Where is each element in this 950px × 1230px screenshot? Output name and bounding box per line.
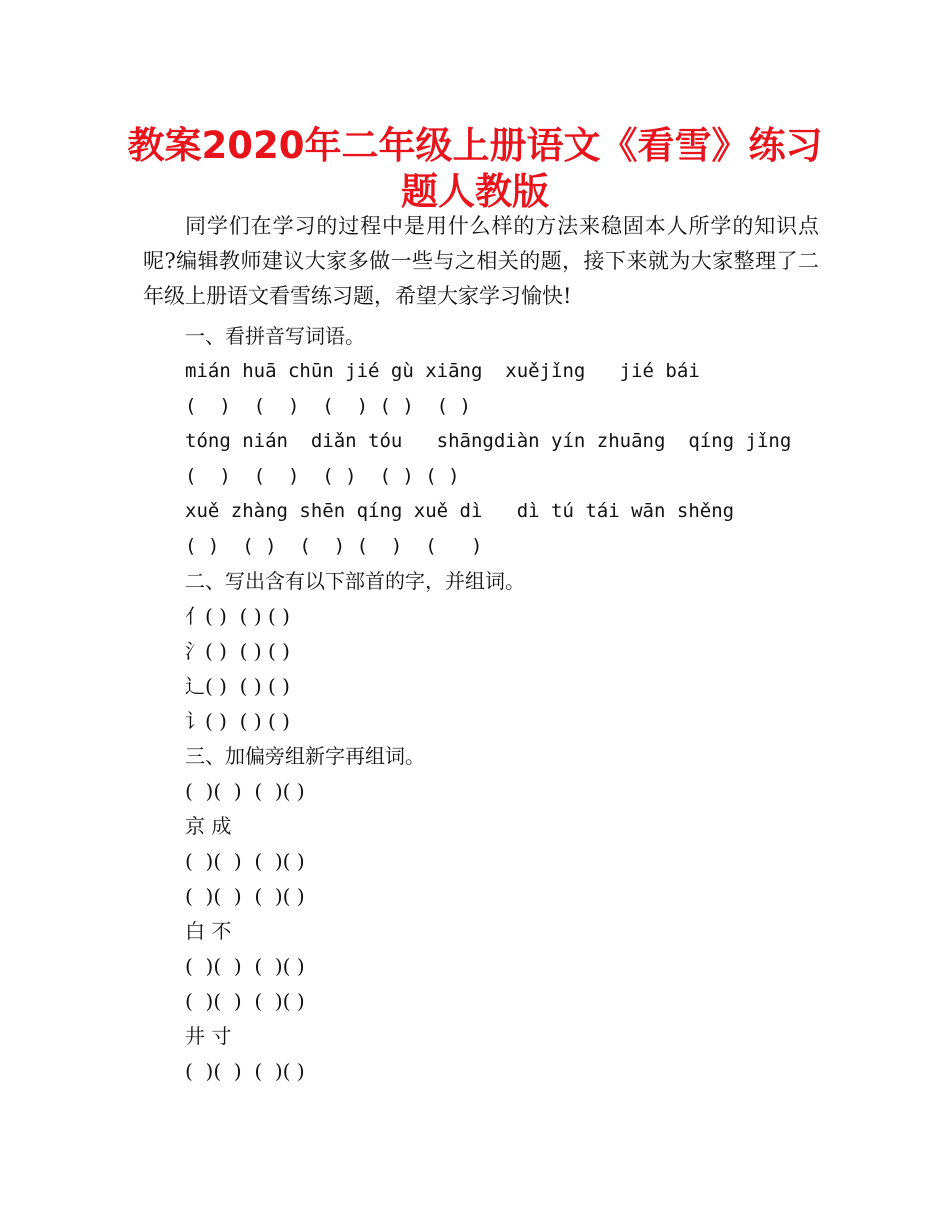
document-title-line2: 题人教版 — [401, 170, 549, 213]
radical-row-person: 亻( ) ( ) ( ) — [185, 604, 290, 628]
pinyin-row-1: mián huā chūn jié gù xiāng xuějǐng jié bái — [185, 360, 700, 382]
document-title-line1: 教案2020年二年级上册语文《看雪》练习 — [127, 124, 823, 167]
radical-row-speech: 讠( ) ( ) ( ) — [185, 709, 290, 733]
char-pair-row-3: 井 寸 — [185, 1024, 232, 1048]
answer-blanks-row-3: ( ) ( ) ( ) ( ) ( ) — [185, 535, 483, 557]
section3-heading: 三、加偏旁组新字再组词。 — [185, 744, 425, 768]
section1-heading: 一、看拼音写词语。 — [185, 324, 365, 348]
blank-row-2: ( )( ) ( )( ) — [185, 849, 305, 873]
section2-heading: 二、写出含有以下部首的字，并组词。 — [185, 569, 525, 593]
pinyin-row-2: tóng nián diǎn tóu shāngdiàn yín zhuāng qíng jǐng — [185, 430, 792, 452]
blank-row-5: ( )( ) ( )( ) — [185, 989, 305, 1013]
answer-blanks-row-2: ( ) ( ) ( ) ( ) ( ) — [185, 465, 460, 487]
radical-row-water: 氵( ) ( ) ( ) — [185, 639, 290, 663]
blank-row-3: ( )( ) ( )( ) — [185, 884, 305, 908]
pinyin-row-3: xuě zhàng shēn qíng xuě dì dì tú tái wān shěng — [185, 500, 735, 522]
blank-row-4: ( )( ) ( )( ) — [185, 954, 305, 978]
blank-row-1: ( )( ) ( )( ) — [185, 779, 305, 803]
char-pair-row-1: 京 成 — [185, 814, 232, 838]
radical-row-walk: 辶( ) ( ) ( ) — [185, 674, 290, 698]
intro-paragraph: 同学们在学习的过程中是用什么样的方法来稳固本人所学的知识点呢?编辑教师建议大家多做一些与之相关的题，接下来就为大家整理了二年级上册语文看雪练习题，希望大家学习愉快! — [143, 214, 819, 308]
char-pair-row-2: 白 不 — [185, 919, 232, 943]
answer-blanks-row-1: ( ) ( ) ( ) ( ) ( ) — [185, 395, 471, 417]
blank-row-6: ( )( ) ( )( ) — [185, 1059, 305, 1083]
